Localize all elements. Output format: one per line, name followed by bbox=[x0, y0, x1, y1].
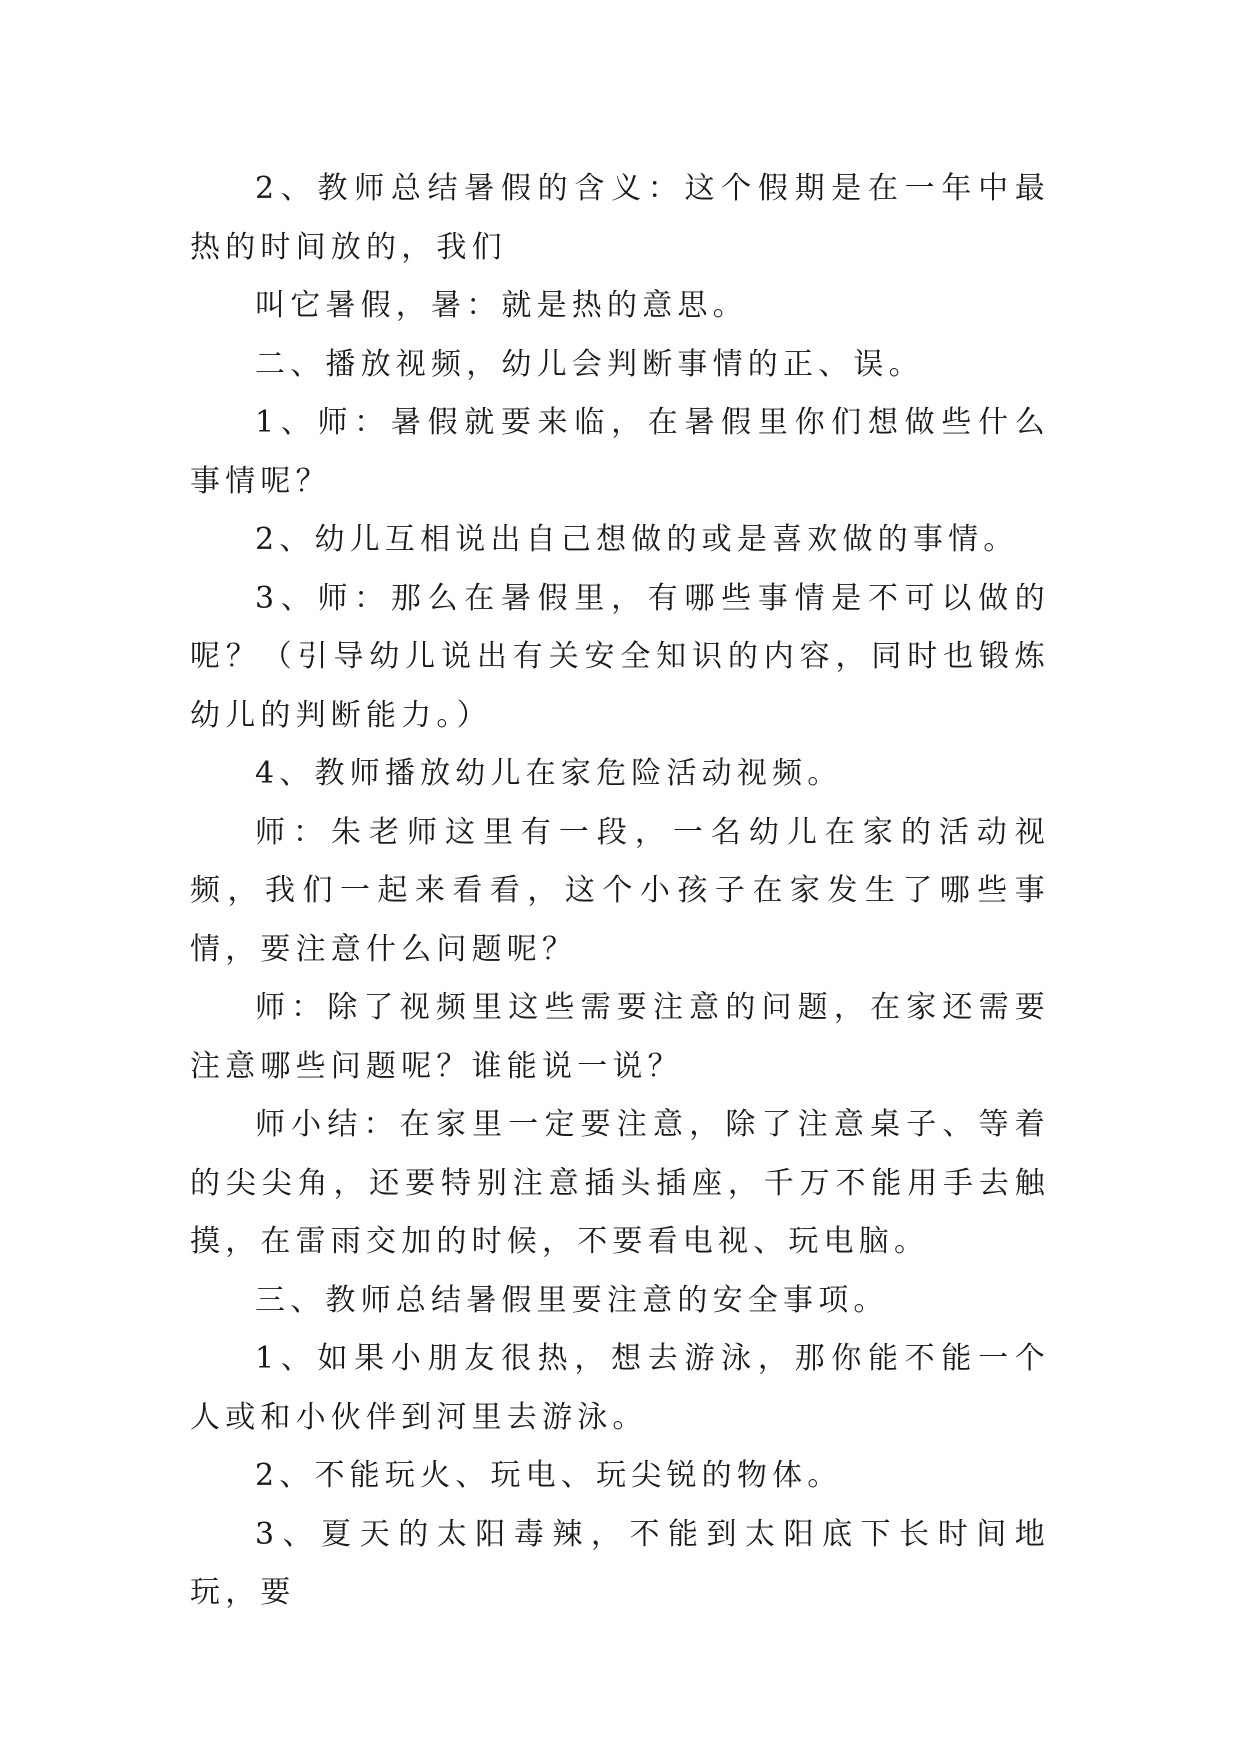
paragraph: 3、师：那么在暑假里，有哪些事情是不可以做的呢？（引导幼儿说出有关安全知识的内容，同时也锻炼幼儿的判断能力。） bbox=[190, 580, 1050, 733]
paragraph: 师小结：在家里一定要注意，除了注意桌子、等着的尖尖角，还要特别注意插头插座，千万不能用手去触摸，在雷雨交加的时候，不要看电视、玩电脑。 bbox=[190, 1107, 1050, 1259]
paragraph: 三、教师总结暑假里要注意的安全事项。 bbox=[255, 1282, 889, 1318]
document-body bbox=[190, 160, 1050, 1623]
paragraph: 3、夏天的太阳毒辣，不能到太阳底下长时间地玩，要 bbox=[190, 1516, 1050, 1610]
paragraph: 4、教师播放幼儿在家危险活动视频。 bbox=[255, 756, 843, 791]
paragraph: 2、不能玩火、玩电、玩尖锐的物体。 bbox=[255, 1458, 843, 1493]
paragraph: 师：朱老师这里有一段，一名幼儿在家的活动视频，我们一起来看看，这个小孩子在家发生了哪些事情，要注意什么问题呢？ bbox=[190, 814, 1050, 967]
paragraph: 1、师：暑假就要来临，在暑假里你们想做些什么事情呢？ bbox=[190, 405, 1050, 499]
paragraph: 叫它暑假，暑：就是热的意思。 bbox=[255, 288, 748, 323]
paragraph: 2、幼儿互相说出自己想做的或是喜欢做的事情。 bbox=[255, 522, 1019, 557]
paragraph: 1、如果小朋友很热，想去游泳，那你能不能一个人或和小伙伴到河里去游泳。 bbox=[190, 1341, 1050, 1435]
paragraph: 二、播放视频，幼儿会判断事情的正、误。 bbox=[255, 346, 924, 382]
paragraph: 师：除了视频里这些需要注意的问题，在家还需要注意哪些问题呢？谁能说一说？ bbox=[190, 990, 1050, 1084]
paragraph: 2、教师总结暑假的含义：这个假期是在一年中最热的时间放的，我们 bbox=[190, 171, 1050, 265]
